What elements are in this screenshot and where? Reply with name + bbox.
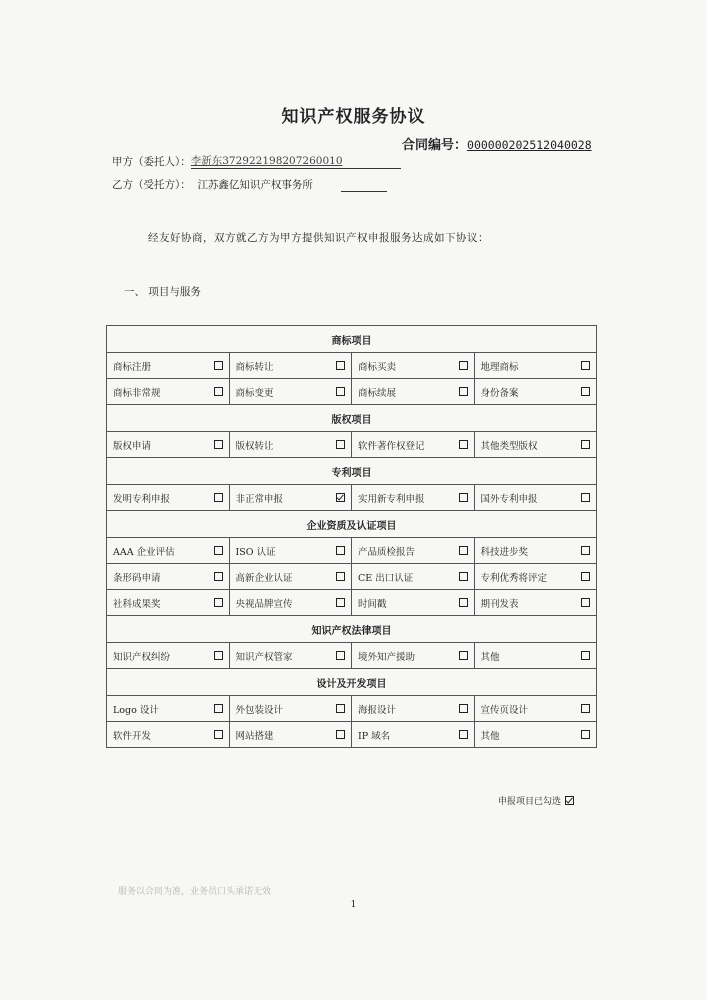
checked-note-checkbox-icon [565, 796, 574, 805]
service-label: 海报设计 [358, 704, 397, 716]
page-number: 1 [350, 900, 357, 910]
service-cell [352, 353, 475, 379]
service-cell [352, 722, 475, 748]
service-label: 社科成果奖 [113, 598, 161, 610]
checkbox-icon[interactable] [581, 387, 590, 396]
service-cell [107, 722, 230, 748]
checkbox-icon[interactable] [459, 387, 468, 396]
service-label: 境外知产援助 [358, 651, 416, 663]
checkbox-icon[interactable] [214, 730, 223, 739]
service-cell [229, 538, 352, 564]
service-table [106, 325, 597, 748]
service-label: 国外专利申报 [480, 493, 538, 505]
service-label: 软件著作权登记 [358, 440, 425, 452]
party-b-line [112, 177, 387, 192]
service-label: 科技进步奖 [480, 546, 529, 558]
category-heading: 知识产权法律项目 [107, 616, 597, 643]
checkbox-icon[interactable] [459, 598, 468, 607]
service-cell [474, 485, 597, 511]
party-a-label: 甲方（委托人）： [112, 156, 191, 168]
category-heading: 企业资质及认证项目 [107, 511, 597, 538]
category-row [107, 405, 597, 432]
checkbox-icon[interactable] [459, 730, 468, 739]
service-row [107, 696, 597, 722]
category-row [107, 616, 597, 643]
checkbox-icon[interactable] [214, 440, 223, 449]
service-cell [352, 564, 475, 590]
checkbox-icon[interactable] [336, 651, 345, 660]
service-cell [107, 643, 230, 669]
service-label: 商标注册 [113, 361, 152, 373]
category-heading: 版权项目 [107, 405, 597, 432]
service-label: 产品质检报告 [358, 546, 416, 558]
service-row [107, 643, 597, 669]
checkbox-icon[interactable] [581, 493, 590, 502]
service-cell [107, 564, 230, 590]
service-cell [229, 564, 352, 590]
service-label: 软件开发 [113, 730, 152, 742]
checkbox-icon[interactable] [214, 572, 223, 581]
service-cell [474, 590, 597, 616]
checkbox-icon[interactable] [214, 493, 223, 502]
checkbox-icon[interactable] [459, 546, 468, 555]
service-cell [352, 538, 475, 564]
category-heading: 设计及开发项目 [107, 669, 597, 696]
service-row [107, 432, 597, 458]
category-heading: 商标项目 [107, 326, 597, 353]
service-cell [229, 485, 352, 511]
service-cell [474, 564, 597, 590]
service-row [107, 379, 597, 405]
service-label: IP 域名 [358, 730, 391, 742]
service-label: 其他 [480, 730, 500, 742]
service-row [107, 353, 597, 379]
service-label: 网站搭建 [235, 730, 274, 742]
disclaimer-text: 服务以合同为准，业务员口头承诺无效 [118, 887, 272, 897]
service-cell [229, 379, 352, 405]
checkbox-icon[interactable] [459, 440, 468, 449]
checkbox-icon[interactable] [581, 730, 590, 739]
checkbox-icon[interactable] [214, 704, 223, 713]
service-label: AAA 企业评估 [113, 546, 175, 558]
category-row [107, 326, 597, 353]
contract-number-line [402, 134, 592, 153]
service-label: 发明专利申报 [113, 493, 171, 505]
service-cell [474, 643, 597, 669]
service-label: 宣传页设计 [480, 704, 529, 716]
service-cell [229, 353, 352, 379]
service-cell [107, 379, 230, 405]
service-cell [107, 538, 230, 564]
service-cell [229, 696, 352, 722]
party-b-value: 江苏鑫亿知识产权事务所 [197, 179, 313, 191]
service-label: 商标变更 [235, 387, 274, 399]
service-label: 商标买卖 [358, 361, 397, 373]
contract-number-label: 合同编号： [402, 138, 468, 153]
service-cell [474, 432, 597, 458]
service-label: 地理商标 [480, 361, 519, 373]
service-cell [107, 485, 230, 511]
service-cell [352, 696, 475, 722]
category-row [107, 458, 597, 485]
checkbox-icon[interactable] [581, 651, 590, 660]
service-label: 央视品牌宣传 [235, 598, 293, 610]
checkbox-icon[interactable] [214, 651, 223, 660]
party-b-label: 乙方（受托方）： [112, 179, 191, 191]
service-label: 条形码申请 [113, 572, 161, 584]
checkbox-icon[interactable] [459, 572, 468, 581]
service-label: 外包装设计 [235, 704, 284, 716]
service-cell [474, 722, 597, 748]
checkbox-icon[interactable] [581, 546, 590, 555]
service-label: 商标转让 [235, 361, 274, 373]
service-cell [229, 590, 352, 616]
service-label: 时间戳 [358, 598, 387, 610]
service-row [107, 564, 597, 590]
checkbox-icon[interactable] [336, 598, 345, 607]
party-b-underline [341, 181, 387, 192]
checkbox-icon[interactable] [459, 361, 468, 370]
service-label: 商标续展 [358, 387, 397, 399]
category-row [107, 669, 597, 696]
party-a-value: 李新东372922198207260010 [190, 155, 343, 167]
intro-paragraph: 经友好协商，双方就乙方为甲方提供知识产权申报服务达成如下协议： [148, 232, 489, 244]
service-cell [474, 696, 597, 722]
service-label: 其他 [480, 651, 500, 663]
service-cell [107, 590, 230, 616]
checkbox-icon[interactable] [459, 704, 468, 713]
checkbox-icon[interactable] [581, 598, 590, 607]
checkbox-icon[interactable] [581, 704, 590, 713]
category-row [107, 511, 597, 538]
checkbox-icon[interactable] [459, 651, 468, 660]
service-label: 其他类型版权 [480, 440, 538, 452]
party-a-underline [191, 153, 401, 169]
service-cell [107, 432, 230, 458]
category-heading: 专利项目 [107, 458, 597, 485]
service-cell [352, 485, 475, 511]
service-cell [474, 538, 597, 564]
service-cell [474, 353, 597, 379]
checkbox-icon[interactable] [336, 361, 345, 370]
service-label: 身份备案 [480, 387, 519, 399]
service-label: 期刊发表 [480, 598, 519, 610]
service-row [107, 538, 597, 564]
service-cell [352, 643, 475, 669]
service-row [107, 722, 597, 748]
service-cell [352, 432, 475, 458]
service-label: 版权申请 [113, 440, 152, 452]
contract-number-value: 000000202512040028 [467, 138, 592, 152]
service-cell [352, 590, 475, 616]
service-cell [229, 643, 352, 669]
checked-checkbox-icon[interactable] [336, 493, 345, 502]
checkbox-icon[interactable] [336, 387, 345, 396]
checkbox-icon[interactable] [214, 387, 223, 396]
service-cell [107, 353, 230, 379]
service-cell [352, 379, 475, 405]
checkbox-icon[interactable] [336, 572, 345, 581]
service-cell [229, 722, 352, 748]
checkbox-icon[interactable] [336, 546, 345, 555]
checked-note-text: 申报项目已勾选 [498, 797, 562, 807]
service-label: 高新企业认证 [235, 572, 293, 584]
checkbox-icon[interactable] [214, 598, 223, 607]
checkbox-icon[interactable] [459, 493, 468, 502]
party-a-line [112, 153, 401, 169]
service-label: 商标非常规 [113, 387, 161, 399]
checkbox-icon[interactable] [336, 440, 345, 449]
service-label: 非正常申报 [235, 493, 284, 505]
service-label: CE 出口认证 [358, 572, 414, 584]
service-label: 知识产权纠纷 [113, 651, 171, 663]
checkbox-icon[interactable] [214, 361, 223, 370]
checkbox-icon[interactable] [581, 440, 590, 449]
service-label: ISO 认证 [235, 546, 276, 558]
checkbox-icon[interactable] [214, 546, 223, 555]
service-cell [229, 432, 352, 458]
service-row [107, 485, 597, 511]
checkbox-icon[interactable] [336, 704, 345, 713]
section-heading: 一、 项目与服务 [124, 286, 201, 298]
checkbox-icon[interactable] [581, 572, 590, 581]
checkbox-icon[interactable] [581, 361, 590, 370]
service-cell [474, 379, 597, 405]
service-cell [107, 696, 230, 722]
service-row [107, 590, 597, 616]
checkbox-icon[interactable] [336, 730, 345, 739]
service-label: 专利优秀将评定 [480, 572, 548, 584]
service-label: 实用新专利申报 [358, 493, 425, 505]
service-label: Logo 设计 [113, 704, 159, 716]
checked-note [498, 794, 574, 807]
document-title: 知识产权服务协议 [281, 107, 426, 127]
service-label: 版权转让 [235, 440, 274, 452]
service-label: 知识产权管家 [235, 651, 293, 663]
